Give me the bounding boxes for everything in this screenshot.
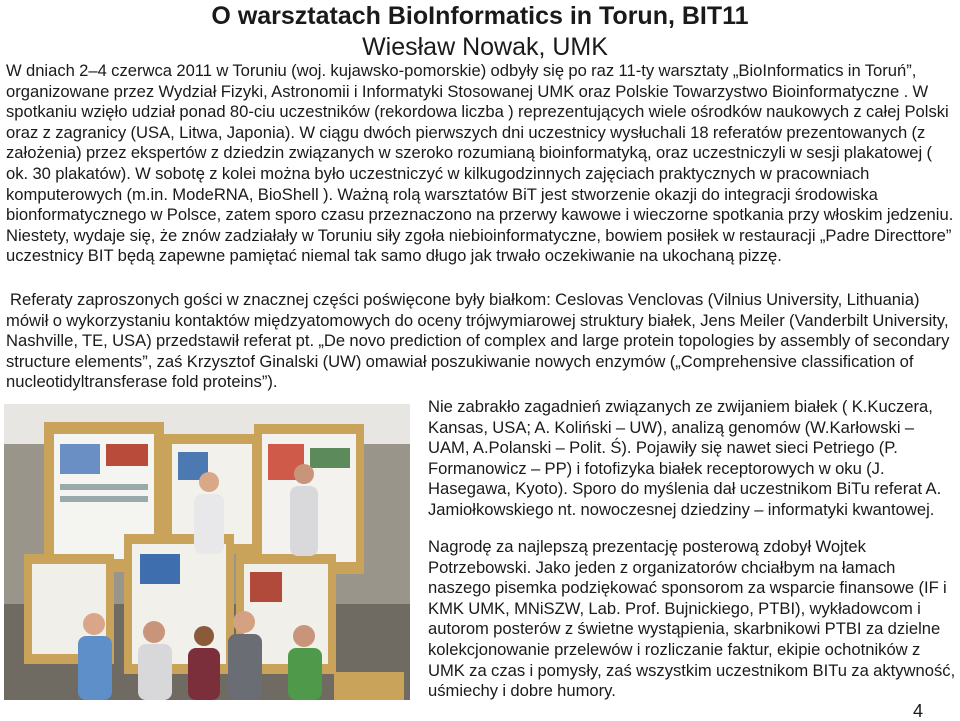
article-author: Wiesław Nowak, UMK [362,33,608,61]
poster-session-illustration [4,404,410,700]
article-title: O warsztatach BioInformatics in Torun, BIT11 [211,2,749,30]
invited-talks-paragraph: Referaty zaproszonych gości w znacznej części poświęcone były białkom: Ceslovas Venclovas (Vilnius University, Lithuania) mówił o wykorzystaniu kontaktów międzyatomowych do oceny trójwymiarowej struktury białek, Jens Meiler (Vanderbilt University, Nashville, TE, USA) przedstawił referat pt. „De novo prediction of complex and large protein topologies by assembly of secondary structure elements”, zaś Krzysztof Ginalski (UW) omawiał poszukiwanie nowych enzymów („Comprehensive classification of nucleotidyltransferase fold proteins”). [6,290,950,392]
page-number: 4 [913,701,924,721]
topics-paragraph: Nie zabrakło zagadnień związanych ze zwijaniem białek ( K.Kuczera, Kansas, USA; A. Koliński – UW), analizą genomów (W.Karłowski – UAM, A.Polanski – Polit. Ś). Pojawiły się nawet sieci Petriego (P. Formanowicz – PP) i fotofizyka białek receptorowych w oku (J. Hasegawa, Kyoto). Sporo do myślenia dał uczestnikom BiTu referat A. Jamiołkowskiego nt. nowoczesnej dziedziny – informatyki kwantowej. [428,397,942,519]
intro-paragraph: W dniach 2–4 czerwca 2011 w Toruniu (woj. kujawsko-pomorskie) odbyły się po raz 11-ty warsztaty „BioInformatics in Toruń”, organizowane przez Wydział Fizyki, Astronomii i Informatyki Stosowanej UMK oraz Polskie Towarzystwo Bioinformatyczne . W spotkaniu wzięło udział ponad 80-ciu uczestników (rekordowa liczba ) reprezentujących wiele ośrodków naukowych z całej Polski oraz z zagranicy (USA, Litwa, Japonia). W ciągu dwóch pierwszych dni uczestnicy wysłuchali 18 referatów prezentowanych (z założenia) przez ekspertów z dziedzin związanych w szeroko rozumianą bioinformatyką, oraz uczestniczyli w sesji plakatowej ( ok. 30 plakatów). W sobotę z kolei można było uczestniczyć w kilkugodzinnych zajęciach praktycznych w pracowniach komputerowych (m.in. ModeRNA, BioShell ). Ważną rolą warsztatów BiT jest stworzenie okazji do integracji środowiska bionformatycznego w Polsce, zatem sporo czasu przeznaczono na przerwy kawowe i wieczorne spotkania przy włoskim jedzeniu. Niestety, wydaje się, że znów zadziałały w Toruniu siły zgoła niebioinformatyczne, bowiem posiłek w restauracji „Padre Directtore” uczestnicy BIT będą zapewne pamiętać niemal tak samo długo jak trwało oczekiwanie na ukochaną pizzę. [6,61,954,266]
poster-session-photo [4,404,410,700]
acknowledgements-paragraph: Nagrodę za najlepszą prezentację posterową zdobył Wojtek Potrzebowski. Jako jeden z organizatorów chciałbym na łamach naszego pisemka podziękować sponsorom za wsparcie finansowe (IF i KMK UMK, MNiSZW, Lab. Prof. Bujnickiego, PTBI), wykładowcom i autorom posterów z świetne wystąpienia, skarbnikowi PTBI za dzielne kolekcjonowanie przelewów i rozliczanie faktur, ekipie ochotników z UMK za czas i pomysły, zaś wszystkim uczestnikom BITu za aktywność, uśmiechy i dobre humory. [428,537,956,701]
